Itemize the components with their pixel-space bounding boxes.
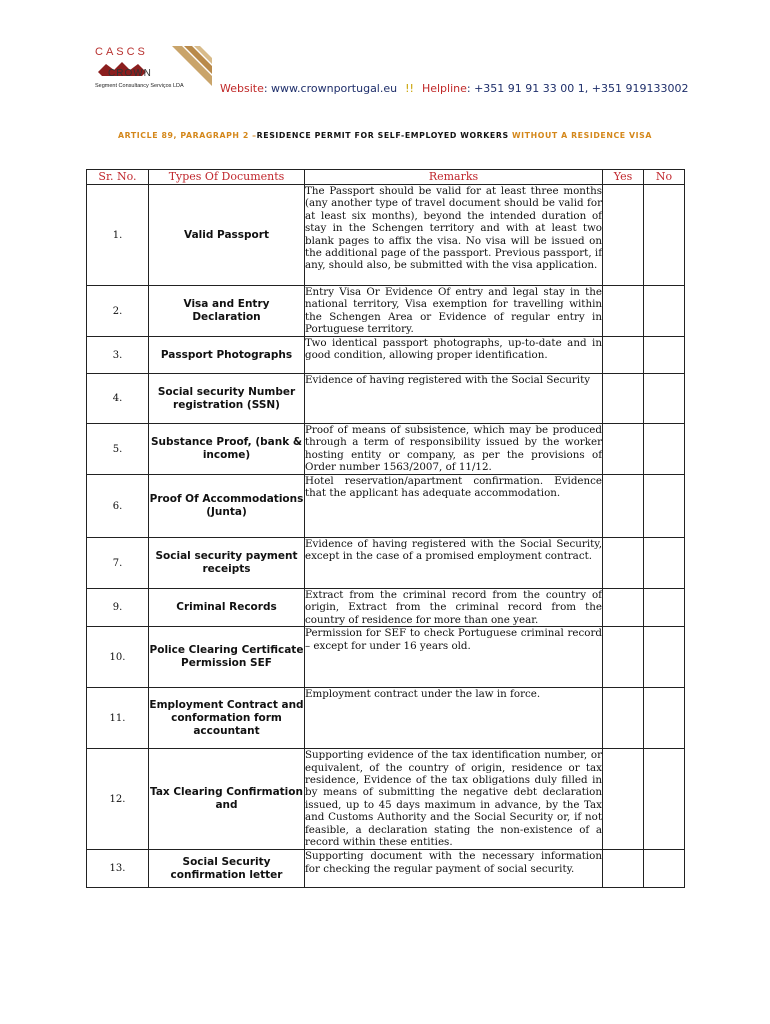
row-remarks: Employment contract under the law in force. xyxy=(305,688,603,749)
website-label: Website xyxy=(220,82,264,95)
logo-name: CROWN xyxy=(108,68,152,79)
row-document-type: Social security Number registration (SSN) xyxy=(149,374,305,424)
row-document-type: Criminal Records xyxy=(149,589,305,627)
row-sr-no: 13. xyxy=(87,850,149,888)
logo-letters: CASCS xyxy=(95,46,148,58)
row-yes-checkbox[interactable] xyxy=(603,688,644,749)
article-heading xyxy=(0,131,770,140)
row-yes-checkbox[interactable] xyxy=(603,286,644,337)
helpline-label: Helpline xyxy=(421,82,467,95)
row-remarks: Evidence of having registered with the Social Security, except in the case of a promised employment contract. xyxy=(305,538,603,589)
row-sr-no: 2. xyxy=(87,286,149,337)
row-sr-no: 9. xyxy=(87,589,149,627)
row-no-checkbox[interactable] xyxy=(644,185,685,286)
row-remarks: Supporting evidence of the tax identification number, or equivalent, of the country of origin, residence or tax residence, Evidence of the tax obligations duly filled in by means of submitting the negative debt declaration issued, up to 45 days maximum in advance, by the Tax and Customs Authority and the Social Security or, if not feasible, a declaration stating the non-existence of a record within these entities. xyxy=(305,749,602,849)
table-row xyxy=(87,337,685,374)
header-sr-no: Sr. No. xyxy=(87,170,149,185)
row-sr-no: 7. xyxy=(87,538,149,589)
helpline-numbers: : +351 91 91 33 00 1, +351 919133002 xyxy=(466,82,689,95)
row-sr-no: 11. xyxy=(87,688,149,749)
row-yes-checkbox[interactable] xyxy=(603,475,644,538)
row-sr-no: 4. xyxy=(87,374,149,424)
table-row xyxy=(87,627,685,688)
header-types: Types Of Documents xyxy=(149,170,305,185)
table-row xyxy=(87,850,685,888)
contact-line xyxy=(220,82,688,95)
row-no-checkbox[interactable] xyxy=(644,627,685,688)
row-no-checkbox[interactable] xyxy=(644,850,685,888)
row-remarks: Entry Visa Or Evidence Of entry and legal stay in the national territory, Visa exemption for travelling within the Schengen Area or Evidence of regular entry in Portuguese territory. xyxy=(305,286,602,336)
row-remarks: The Passport should be valid for at least three months (any another type of travel document should be valid for at least six months), beyond the intended duration of stay in the Schengen territory and with at least two blank pages to affix the visa. No visa will be issued on the additional page of the passport. Previous passport, if any, should also, be submitted with the visa application. xyxy=(305,185,603,286)
row-yes-checkbox[interactable] xyxy=(603,185,644,286)
row-sr-no: 6. xyxy=(87,475,149,538)
row-remarks: Proof of means of subsistence, which may be produced through a term of responsibility issued by the worker hosting entity or company, as per the provisions of Order number 1563/2007, of 11/12. xyxy=(305,424,602,474)
row-document-type: Passport Photographs xyxy=(149,337,305,374)
row-sr-no: 1. xyxy=(87,185,149,286)
decorative-stripes-icon xyxy=(170,44,214,88)
article-ref: ARTICLE 89, PARAGRAPH 2 – xyxy=(118,131,257,140)
website-link[interactable]: : www.crownportugal.eu xyxy=(263,82,398,95)
row-sr-no: 5. xyxy=(87,424,149,475)
row-document-type: Proof Of Accommodations (Junta) xyxy=(149,475,305,538)
row-yes-checkbox[interactable] xyxy=(603,538,644,589)
header-yes: Yes xyxy=(603,170,644,185)
row-sr-no: 3. xyxy=(87,337,149,374)
row-no-checkbox[interactable] xyxy=(644,475,685,538)
row-document-type: Social Security confirmation letter xyxy=(149,850,305,888)
table-row xyxy=(87,475,685,538)
row-no-checkbox[interactable] xyxy=(644,538,685,589)
article-title: RESIDENCE PERMIT FOR SELF-EMPLOYED WORKERS xyxy=(256,131,509,140)
row-remarks: Supporting document with the necessary information for checking the regular payment of social security. xyxy=(305,850,603,888)
row-yes-checkbox[interactable] xyxy=(603,749,644,850)
row-document-type: Social security payment receipts xyxy=(149,538,305,589)
article-suffix: WITHOUT A RESIDENCE VISA xyxy=(508,131,652,140)
row-document-type: Tax Clearing Confirmation and xyxy=(149,749,305,850)
row-remarks: Evidence of having registered with the Social Security xyxy=(305,374,603,424)
table-row xyxy=(87,749,685,850)
row-document-type: Valid Passport xyxy=(149,185,305,286)
row-yes-checkbox[interactable] xyxy=(603,627,644,688)
row-no-checkbox[interactable] xyxy=(644,374,685,424)
table-row xyxy=(87,185,685,286)
logo-tagline: Segment Consultancy Serviços LDA xyxy=(95,83,184,89)
table-row xyxy=(87,589,685,627)
row-yes-checkbox[interactable] xyxy=(603,374,644,424)
row-remarks: Hotel reservation/apartment confirmation. Evidence that the applicant has adequate accommodation. xyxy=(305,475,603,538)
row-no-checkbox[interactable] xyxy=(644,688,685,749)
row-no-checkbox[interactable] xyxy=(644,286,685,337)
row-yes-checkbox[interactable] xyxy=(603,850,644,888)
header-no: No xyxy=(644,170,685,185)
row-document-type: Visa and Entry Declaration xyxy=(149,286,305,337)
row-remarks: Extract from the criminal record from the country of origin, Extract from the criminal record from the country of residence for more than one year. xyxy=(305,589,602,626)
table-row xyxy=(87,424,685,475)
documents-table xyxy=(86,169,685,888)
header-remarks: Remarks xyxy=(305,170,603,185)
row-sr-no: 10. xyxy=(87,627,149,688)
row-sr-no: 12. xyxy=(87,749,149,850)
row-remarks: Two identical passport photographs, up-to-date and in good condition, allowing proper identification. xyxy=(305,337,603,374)
row-yes-checkbox[interactable] xyxy=(603,424,644,475)
table-row xyxy=(87,688,685,749)
row-remarks: Permission for SEF to check Portuguese criminal record – except for under 16 years old. xyxy=(305,627,603,688)
row-no-checkbox[interactable] xyxy=(644,424,685,475)
row-yes-checkbox[interactable] xyxy=(603,589,644,627)
table-header-row xyxy=(87,170,685,185)
row-no-checkbox[interactable] xyxy=(644,337,685,374)
header-separator: !! xyxy=(405,82,414,95)
table-row xyxy=(87,538,685,589)
row-yes-checkbox[interactable] xyxy=(603,337,644,374)
row-document-type: Police Clearing Certificate Permission SEF xyxy=(149,627,305,688)
table-row xyxy=(87,374,685,424)
row-no-checkbox[interactable] xyxy=(644,589,685,627)
row-document-type: Employment Contract and conformation form accountant xyxy=(149,688,305,749)
table-row xyxy=(87,286,685,337)
row-no-checkbox[interactable] xyxy=(644,749,685,850)
row-document-type: Substance Proof, (bank & income) xyxy=(149,424,305,475)
